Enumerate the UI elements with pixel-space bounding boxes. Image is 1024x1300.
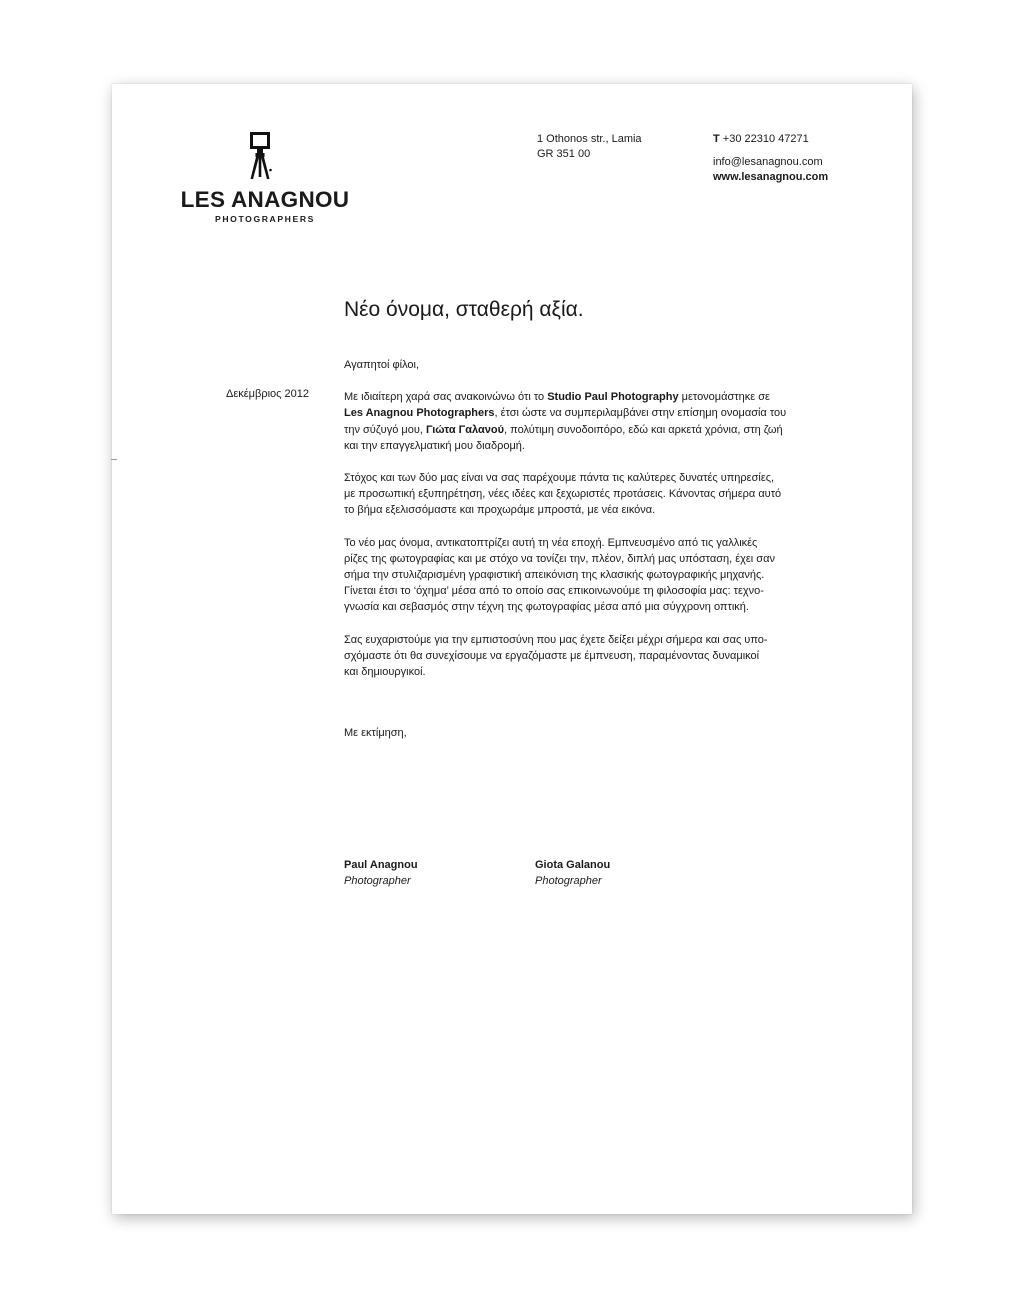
p1-line: και την επαγγελματική μου διαδρομή.	[344, 439, 525, 452]
paragraph-4	[344, 632, 844, 681]
letter-title: Νέο όνομα, σταθερή αξία.	[344, 298, 584, 321]
signer-name: Giota Galanou	[535, 859, 611, 871]
partner-name: Γιώτα Γαλανού	[425, 423, 505, 436]
signer-name: Paul Anagnou	[344, 859, 418, 871]
phone-label: T	[713, 133, 720, 145]
p1-line: την σύζυγό μου, Γιώτα Γαλανού, πολύτιμη συνοδοιπόρο, εδώ και αρκετά χρόνια, στη ζωή	[344, 423, 783, 436]
email-link[interactable]: info@lesanagnou.com	[713, 156, 823, 168]
letter-date: Δεκέμβριος 2012	[226, 388, 309, 400]
p4-line: και δημιουργικοί.	[344, 666, 426, 679]
studio-name: Studio Paul Photography	[547, 391, 679, 404]
contact-block	[713, 132, 828, 185]
address-line-1: 1 Othonos str., Lamia	[537, 133, 642, 145]
p2-line: Στόχος και των δύο μας είναι να σας παρέχουμε πάντα τις καλύτερες δυνατές υπηρεσίες,	[344, 472, 775, 485]
p2-line: με προσωπική εξυπηρέτηση, νέες ιδέες και ξεχωριστές προτάσεις. Κάνοντας σήμερα αυτό	[344, 488, 782, 501]
signature-block	[535, 857, 610, 889]
signature-block	[344, 857, 418, 889]
new-studio-name: Les Anagnou Photographers	[344, 407, 495, 420]
p1-line: Les Anagnou Photographers, έτσι ώστε να συμπεριλαμβάνει στην επίσημη ονομασία του	[344, 407, 787, 420]
p3-line: Το νέο μας όνομα, αντικατοπτρίζει αυτή τη νέα εποχή. Εμπνευσμένο από τις γαλλικές	[344, 536, 758, 549]
p2-line: το βήμα εξελισσόμαστε και προχωράμε μπροστά, με νέα εικόνα.	[344, 504, 656, 517]
letterhead-sheet	[112, 84, 912, 1214]
brand-subtitle: PHOTOGRAPHERS	[215, 214, 315, 224]
paragraph-3	[344, 535, 844, 616]
signer-role: Photographer	[344, 875, 411, 887]
camera-tripod-icon	[249, 132, 273, 180]
p1-line: Με ιδιαίτερη χαρά σας ανακοινώνω ότι το Studio Paul Photography μετονομάστηκε σε	[344, 391, 770, 404]
signer-role: Photographer	[535, 875, 602, 887]
p3-line: σήμα την στυλιζαρισμένη γραφιστική απεικόνιση της κλασικής φωτογραφικής μηχανής.	[344, 569, 765, 582]
phone-number: +30 22310 47271	[722, 133, 809, 145]
p4-line: Σας ευχαριστούμε για την εμπιστοσύνη που μας έχετε δείξει μέχρι σήμερα και σας υπο-	[344, 633, 768, 646]
p4-line: σχόμαστε ότι θα συνεχίσουμε να εργαζόμαστε με έμπνευση, παραμένοντας δυναμικοί	[344, 649, 760, 662]
p3-line: Γίνεται έτσι το ‘όχημα’ μέσα από το οποίο σας επικοινωνούμε τη φιλοσοφία μας: τεχνο-	[344, 585, 764, 598]
brand-name: LES ANAGNOU	[180, 187, 350, 212]
closing-line: Με εκτίμηση,	[344, 727, 407, 739]
phone-line	[713, 132, 828, 147]
fold-mark	[111, 459, 117, 460]
address-line-2: GR 351 00	[537, 148, 591, 160]
greeting: Αγαπητοί φίλοι,	[344, 359, 420, 371]
website-link[interactable]: www.lesanagnou.com	[713, 171, 829, 183]
letter-body	[344, 357, 844, 680]
p3-line: γνωσία και σεβασμός στην τέχνη της φωτογραφίας μέσα από μια σύγχρονη οπτική.	[344, 601, 749, 614]
paragraph-2	[344, 470, 844, 519]
address-block	[537, 132, 642, 162]
paragraph-1	[344, 389, 844, 454]
p3-line: ρίζες της φωτογραφίας και με στόχο να τονίζει την, πλέον, διπλή μας υπόσταση, έχει σαν	[344, 552, 775, 565]
